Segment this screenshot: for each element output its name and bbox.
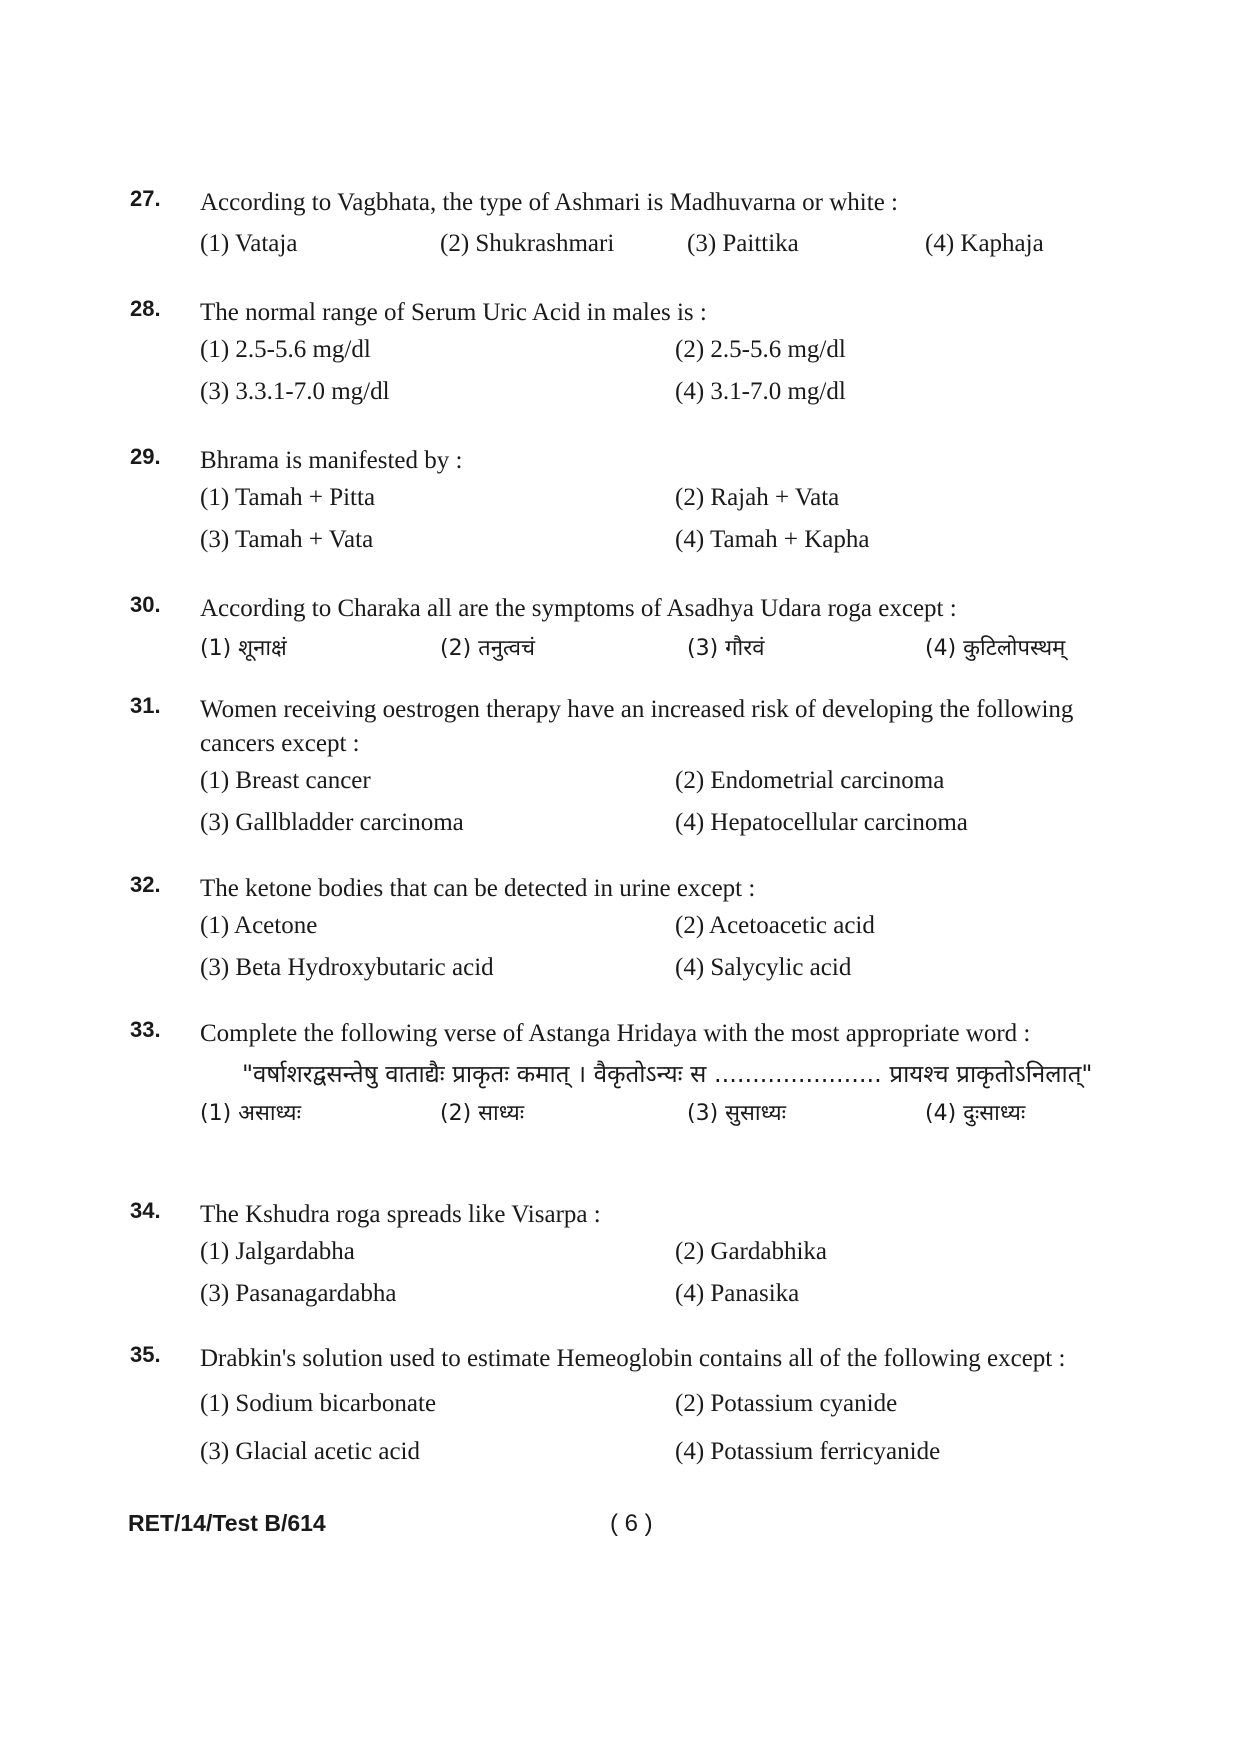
question-text: Complete the following verse of Astanga Hridaya with the most appropriate word :: [200, 1020, 1031, 1047]
option-3[interactable]: (3) Beta Hydroxybutaric acid: [200, 954, 494, 981]
question-number: 33.: [130, 1017, 161, 1042]
options: [200, 336, 1150, 420]
question-text: Women receiving oestrogen therapy have an increased risk of developing the following cancers except :: [200, 696, 1074, 757]
option-4[interactable]: (4) Kaphaja: [925, 230, 1044, 257]
option-2[interactable]: (2) तनुत्वचं: [440, 636, 535, 661]
option-4[interactable]: (4) कुटिलोपस्थम्: [925, 636, 1066, 661]
question-27: [130, 186, 1150, 272]
options: [200, 1238, 1150, 1322]
question-number: 30.: [130, 592, 161, 617]
option-2[interactable]: (2) साध्यः: [440, 1101, 525, 1126]
question-text: Bhrama is manifested by :: [200, 447, 463, 474]
options: [200, 1390, 1150, 1480]
option-3[interactable]: (3) गौरवं: [687, 636, 765, 661]
option-2[interactable]: (2) Gardabhika: [675, 1238, 828, 1265]
options: [200, 767, 1150, 851]
option-3[interactable]: (3) Pasanagardabha: [200, 1280, 397, 1307]
option-1[interactable]: (1) Sodium bicarbonate: [200, 1390, 437, 1417]
test-code: RET/14/Test B/614: [128, 1510, 326, 1536]
option-2[interactable]: (2) 2.5-5.6 mg/dl: [675, 336, 846, 363]
option-2[interactable]: (2) Endometrial carcinoma: [675, 767, 945, 794]
option-4[interactable]: (4) Salycylic acid: [675, 954, 852, 981]
option-1[interactable]: (1) 2.5-5.6 mg/dl: [200, 336, 371, 363]
page-number: ( 6 ): [610, 1510, 653, 1537]
question-number: 34.: [130, 1198, 161, 1223]
option-1[interactable]: (1) Breast cancer: [200, 767, 371, 794]
option-2[interactable]: (2) Rajah + Vata: [675, 484, 840, 511]
option-4[interactable]: (4) Hepatocellular carcinoma: [675, 809, 968, 836]
option-3[interactable]: (3) Glacial acetic acid: [200, 1438, 420, 1465]
question-number: 28.: [130, 296, 161, 321]
verse-text: "वर्षाशरद्वसन्तेषु वाताद्यैः प्राकृतः कमात् । वैकृतोऽन्यः स ...................... प्रायश्च प्राकृतोऽनिलात्": [242, 1060, 1093, 1088]
question-text: The Kshudra roga spreads like Visarpa :: [200, 1201, 601, 1228]
question-33: [130, 1017, 1150, 1139]
question-text: The normal range of Serum Uric Acid in males is :: [200, 299, 707, 326]
option-3[interactable]: (3) Gallbladder carcinoma: [200, 809, 464, 836]
option-4[interactable]: (4) Panasika: [675, 1280, 800, 1307]
options: [200, 912, 1150, 996]
options: [200, 484, 1150, 568]
option-1[interactable]: (1) असाध्यः: [200, 1101, 302, 1126]
option-3[interactable]: (3) सुसाध्यः: [687, 1101, 787, 1126]
question-text: Drabkin's solution used to estimate Hemeoglobin contains all of the following except :: [200, 1345, 1066, 1372]
option-3[interactable]: (3) 3.3.1-7.0 mg/dl: [200, 378, 390, 405]
options: [200, 1097, 1150, 1139]
option-1[interactable]: (1) Jalgardabha: [200, 1238, 355, 1265]
question-text: According to Vagbhata, the type of Ashmari is Madhuvarna or white :: [200, 189, 898, 216]
question-28: [130, 296, 1150, 420]
question-number: 32.: [130, 872, 161, 897]
option-3[interactable]: (3) Tamah + Vata: [200, 526, 374, 553]
option-1[interactable]: (1) शूनाक्षं: [200, 636, 287, 661]
question-number: 35.: [130, 1342, 161, 1367]
question-text: According to Charaka all are the symptoms of Asadhya Udara roga except :: [200, 595, 957, 622]
option-4[interactable]: (4) Tamah + Kapha: [675, 526, 870, 553]
question-number: 27.: [130, 186, 161, 211]
option-1[interactable]: (1) Vataja: [200, 230, 298, 257]
option-2[interactable]: (2) Shukrashmari: [440, 230, 615, 257]
option-2[interactable]: (2) Potassium cyanide: [675, 1390, 898, 1417]
option-4[interactable]: (4) Potassium ferricyanide: [675, 1438, 941, 1465]
question-number: 31.: [130, 693, 161, 718]
question-30: [130, 592, 1150, 674]
options: [200, 632, 1150, 674]
question-34: [130, 1198, 1150, 1322]
option-1[interactable]: (1) Tamah + Pitta: [200, 484, 376, 511]
question-29: [130, 444, 1150, 568]
option-2[interactable]: (2) Acetoacetic acid: [675, 912, 875, 939]
question-number: 29.: [130, 444, 161, 469]
option-3[interactable]: (3) Paittika: [687, 230, 799, 257]
option-1[interactable]: (1) Acetone: [200, 912, 318, 939]
question-31: [130, 693, 1150, 851]
question-32: [130, 872, 1150, 996]
options: [200, 230, 1150, 272]
option-4[interactable]: (4) दुःसाध्यः: [925, 1101, 1026, 1126]
question-text: The ketone bodies that can be detected in urine except :: [200, 875, 756, 902]
question-35: [130, 1342, 1150, 1480]
option-4[interactable]: (4) 3.1-7.0 mg/dl: [675, 378, 846, 405]
